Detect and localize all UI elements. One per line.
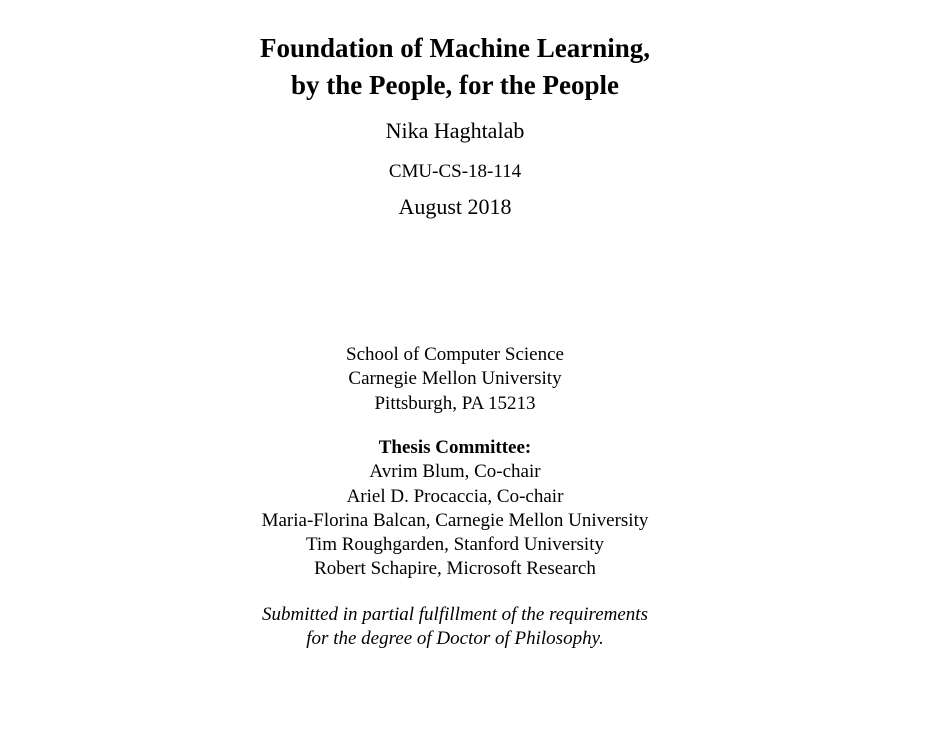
thesis-title-line-2: by the People, for the People [291, 70, 619, 100]
degree-statement-line-1: Submitted in partial fulfillment of the requirements [262, 604, 648, 625]
committee-member: Ariel D. Procaccia, Co-chair [346, 485, 564, 507]
committee-member: Avrim Blum, Co-chair [369, 461, 541, 483]
degree-statement [0, 603, 910, 652]
author-name: Nika Haghtalab [385, 118, 525, 143]
affiliation-address: Pittsburgh, PA 15213 [374, 392, 536, 414]
committee-heading: Thesis Committee: [378, 437, 532, 458]
affiliation-school: School of Computer Science [346, 344, 564, 365]
committee-member: Tim Roughgarden, Stanford University [305, 534, 604, 556]
publication-date: August 2018 [398, 194, 512, 219]
degree-statement-line-2: for the degree of Doctor of Philosophy. [306, 628, 604, 650]
thesis-title-line-1: Foundation of Machine Learning, [259, 33, 651, 63]
committee-member: Maria-Florina Balcan, Carnegie Mellon University [261, 509, 649, 531]
committee-block [0, 436, 910, 582]
report-number: CMU-CS-18-114 [388, 161, 522, 182]
affiliation-block [0, 343, 910, 416]
thesis-title [0, 30, 910, 104]
affiliation-university: Carnegie Mellon University [348, 368, 562, 390]
committee-member: Robert Schapire, Microsoft Research [314, 558, 596, 580]
